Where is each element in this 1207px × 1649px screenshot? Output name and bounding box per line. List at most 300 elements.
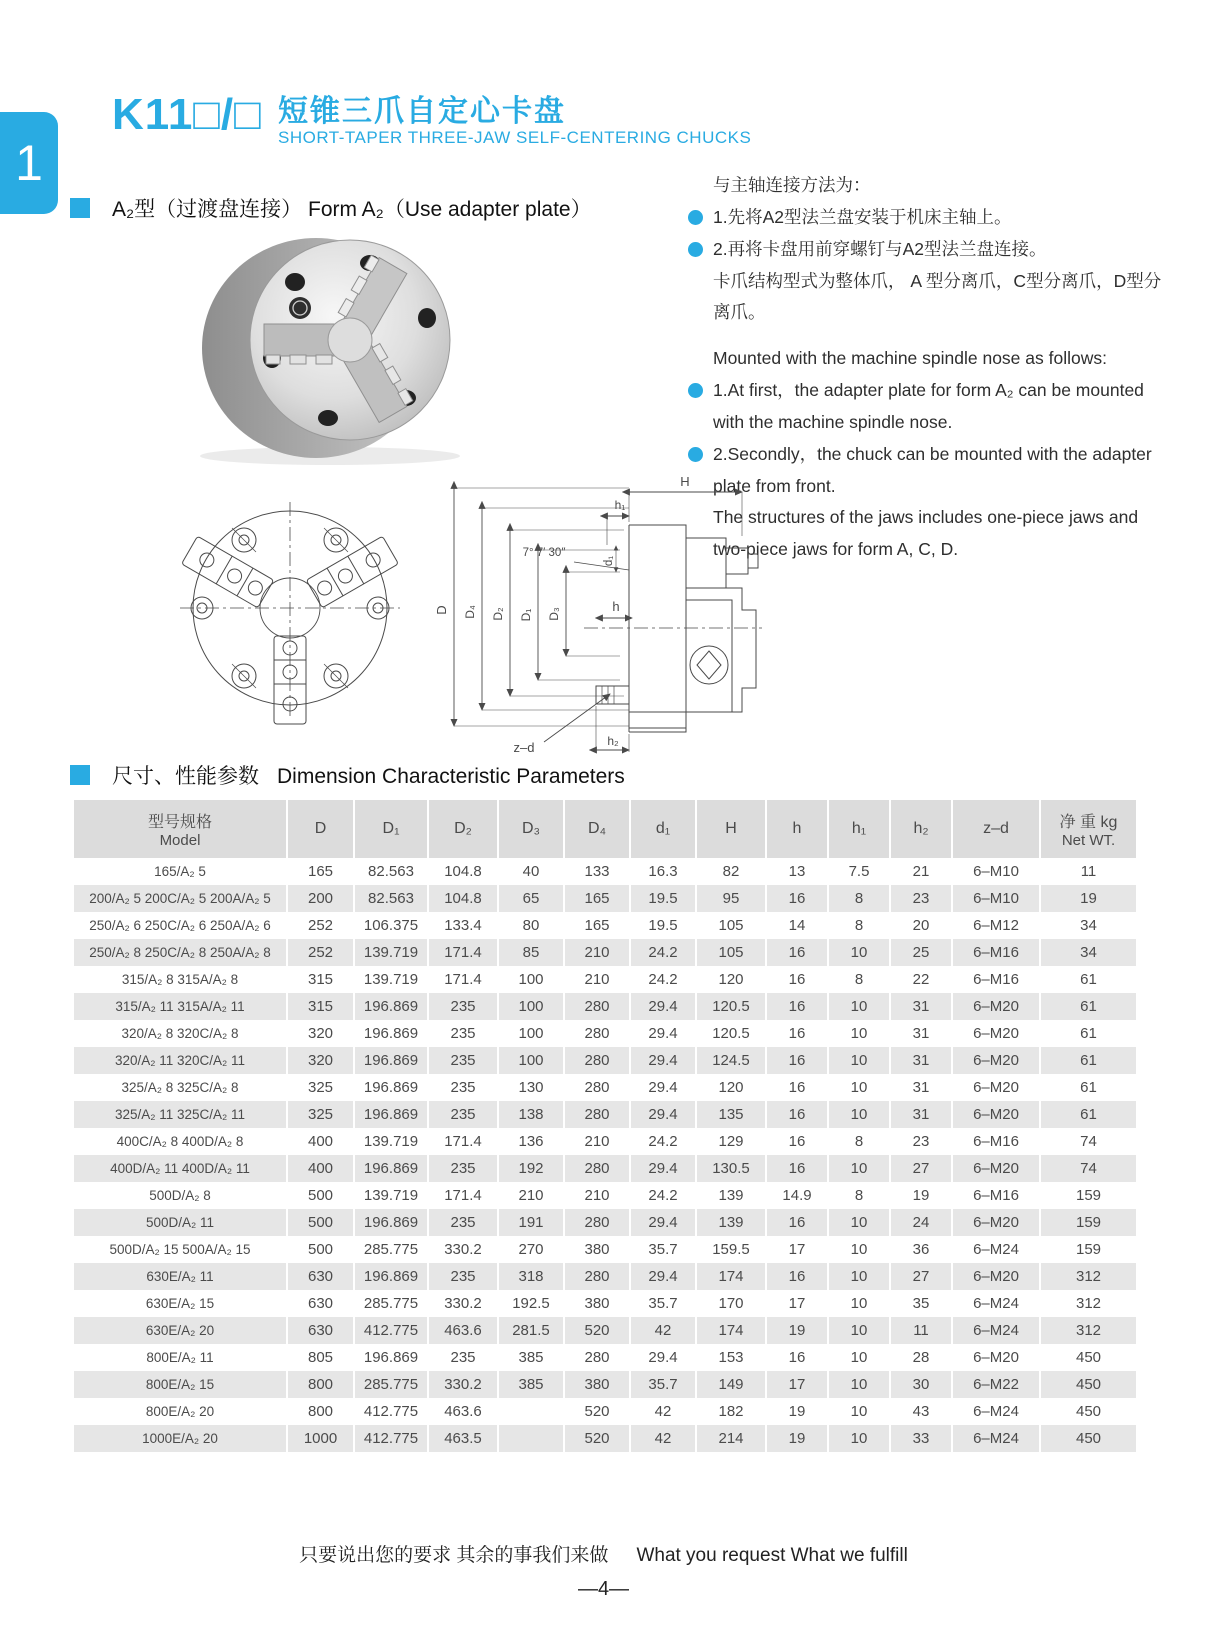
value-cell: 29.4 — [630, 1263, 696, 1290]
value-cell: 165 — [564, 885, 630, 912]
value-cell: 380 — [564, 1290, 630, 1317]
value-cell: 153 — [696, 1344, 766, 1371]
value-cell: 235 — [428, 1074, 498, 1101]
value-cell: 16 — [766, 1101, 828, 1128]
value-cell: 6–M20 — [952, 1074, 1040, 1101]
section-form-a2 — [70, 193, 592, 223]
value-cell: 450 — [1075, 1349, 1102, 1366]
col-10: z–d — [952, 800, 1040, 858]
value-cell: 463.6 — [428, 1317, 498, 1344]
dim-h: h — [612, 599, 620, 614]
value-cell: 30 — [890, 1371, 952, 1398]
value-cell: 120 — [696, 966, 766, 993]
value-cell: 35 — [890, 1290, 952, 1317]
value-cell: 19.5 — [630, 885, 696, 912]
value-cell: 159.5 — [696, 1236, 766, 1263]
value-cell: 29.4 — [630, 1344, 696, 1371]
dim-D3: D₃ — [547, 607, 561, 621]
table-row — [74, 1074, 1136, 1101]
value-cell: 325 — [287, 1101, 354, 1128]
col-6: H — [696, 800, 766, 858]
value-cell: 196.869 — [354, 1263, 428, 1290]
value-cell: 520 — [564, 1317, 630, 1344]
value-cell: 16 — [766, 1074, 828, 1101]
model-cell: 320/A₂ 8 320C/A₂ 8 — [74, 1020, 287, 1047]
value-cell: 400 — [287, 1155, 354, 1182]
value-cell: 280 — [564, 1344, 630, 1371]
value-cell: 74 — [1080, 1133, 1097, 1150]
value-cell: 23 — [890, 1128, 952, 1155]
value-cell: 34 — [1080, 917, 1097, 934]
front-view-drawing — [140, 468, 440, 742]
value-cell: 95 — [696, 885, 766, 912]
value-cell: 412.775 — [354, 1398, 428, 1425]
value-cell: 16 — [766, 1155, 828, 1182]
value-cell: 16 — [766, 993, 828, 1020]
value-cell: 200 — [287, 885, 354, 912]
value-cell: 139 — [696, 1182, 766, 1209]
value-cell: 129 — [696, 1128, 766, 1155]
value-cell: 17 — [766, 1371, 828, 1398]
col-weight-en: Net WT. — [1061, 832, 1116, 849]
value-cell: 23 — [890, 885, 952, 912]
value-cell: 35.7 — [630, 1371, 696, 1398]
col-weight-zh: 净 重 kg — [1059, 814, 1118, 831]
model-cell: 400C/A₂ 8 400D/A₂ 8 — [74, 1128, 287, 1155]
value-cell: 280 — [564, 1209, 630, 1236]
value-cell: 19 — [766, 1425, 828, 1452]
value-cell: 412.775 — [354, 1317, 428, 1344]
value-cell: 100 — [498, 1020, 564, 1047]
value-cell: 61 — [1080, 971, 1097, 988]
zh-steps — [688, 202, 1170, 266]
dim-D2: D₂ — [491, 607, 505, 621]
value-cell: 281.5 — [498, 1317, 564, 1344]
value-cell: 42 — [630, 1317, 696, 1344]
value-cell: 82.563 — [354, 858, 428, 885]
value-cell — [498, 1425, 564, 1452]
value-cell: 17 — [766, 1236, 828, 1263]
value-cell: 285.775 — [354, 1236, 428, 1263]
value-cell: 8 — [828, 912, 890, 939]
value-cell: 280 — [564, 993, 630, 1020]
value-cell: 192 — [498, 1155, 564, 1182]
value-cell: 315 — [287, 966, 354, 993]
value-cell: 139.719 — [354, 1182, 428, 1209]
col-0: D — [287, 800, 354, 858]
value-cell: 325 — [287, 1074, 354, 1101]
value-cell: 10 — [828, 1101, 890, 1128]
value-cell: 6–M16 — [952, 939, 1040, 966]
value-cell: 104.8 — [428, 858, 498, 885]
value-cell: 13 — [766, 858, 828, 885]
value-cell: 385 — [498, 1371, 564, 1398]
value-cell: 380 — [564, 1371, 630, 1398]
value-cell: 21 — [890, 858, 952, 885]
value-cell: 171.4 — [428, 1182, 498, 1209]
zh-note: 卡爪结构型式为整体爪， A 型分离爪，C型分离爪，D型分离爪。 — [713, 270, 1162, 323]
en-note: The structures of the jaws includes one-piece jaws and two-piece jaws for form A, C, D. — [713, 507, 1139, 560]
value-cell: 6–M24 — [952, 1236, 1040, 1263]
value-cell: 182 — [696, 1398, 766, 1425]
value-cell: 61 — [1080, 1106, 1097, 1123]
value-cell: 31 — [890, 1101, 952, 1128]
table-row — [74, 1020, 1136, 1047]
col-model-zh: 型号规格 — [147, 814, 212, 831]
value-cell: 214 — [696, 1425, 766, 1452]
value-cell: 17 — [766, 1290, 828, 1317]
value-cell: 42 — [630, 1425, 696, 1452]
value-cell: 7.5 — [828, 858, 890, 885]
value-cell: 318 — [498, 1263, 564, 1290]
value-cell: 10 — [828, 1425, 890, 1452]
value-cell: 192.5 — [498, 1290, 564, 1317]
dimension-table — [74, 800, 1136, 1452]
value-cell: 315 — [287, 993, 354, 1020]
value-cell: 630 — [287, 1290, 354, 1317]
value-cell: 10 — [828, 1263, 890, 1290]
value-cell: 10 — [828, 1317, 890, 1344]
table-row — [74, 1317, 1136, 1344]
value-cell: 19 — [1080, 890, 1097, 907]
value-cell: 312 — [1075, 1295, 1102, 1312]
value-cell: 191 — [498, 1209, 564, 1236]
value-cell: 19 — [766, 1398, 828, 1425]
footer-slogan-zh: 只要说出您的要求 其余的事我们来做 — [299, 1545, 609, 1566]
table-body — [74, 858, 1136, 1452]
value-cell: 6–M24 — [952, 1290, 1040, 1317]
dim-zd: z–d — [513, 740, 535, 755]
table-row — [74, 1155, 1136, 1182]
value-cell: 11 — [1080, 863, 1097, 880]
value-cell: 29.4 — [630, 1047, 696, 1074]
value-cell: 124.5 — [696, 1047, 766, 1074]
value-cell: 120.5 — [696, 993, 766, 1020]
value-cell: 10 — [828, 1290, 890, 1317]
value-cell: 285.775 — [354, 1371, 428, 1398]
value-cell: 61 — [1080, 1025, 1097, 1042]
value-cell: 100 — [498, 966, 564, 993]
value-cell: 520 — [564, 1398, 630, 1425]
value-cell: 171.4 — [428, 1128, 498, 1155]
value-cell: 210 — [564, 939, 630, 966]
value-cell: 16 — [766, 1263, 828, 1290]
value-cell: 74 — [1080, 1160, 1097, 1177]
value-cell: 6–M20 — [952, 1263, 1040, 1290]
chapter-tab — [0, 112, 58, 214]
value-cell: 270 — [498, 1236, 564, 1263]
col-7: h — [766, 800, 828, 858]
page-title-en: SHORT-TAPER THREE-JAW SELF-CENTERING CHUCKS — [278, 128, 752, 147]
value-cell: 463.5 — [428, 1425, 498, 1452]
value-cell: 6–M16 — [952, 1182, 1040, 1209]
table-row — [74, 1101, 1136, 1128]
table-row — [74, 1290, 1136, 1317]
value-cell: 31 — [890, 1020, 952, 1047]
value-cell: 65 — [498, 885, 564, 912]
value-cell: 165 — [564, 912, 630, 939]
page-number: —4— — [577, 1578, 630, 1600]
value-cell: 380 — [564, 1236, 630, 1263]
value-cell: 235 — [428, 993, 498, 1020]
model-cell: 320/A₂ 11 320C/A₂ 11 — [74, 1047, 287, 1074]
value-cell: 139 — [696, 1209, 766, 1236]
value-cell: 120 — [696, 1074, 766, 1101]
value-cell: 6–M20 — [952, 993, 1040, 1020]
value-cell: 235 — [428, 1209, 498, 1236]
value-cell: 27 — [890, 1155, 952, 1182]
model-cell: 315/A₂ 8 315A/A₂ 8 — [74, 966, 287, 993]
value-cell: 196.869 — [354, 1155, 428, 1182]
value-cell: 280 — [564, 1155, 630, 1182]
model-cell: 1000E/A₂ 20 — [74, 1425, 287, 1452]
value-cell: 61 — [1080, 1052, 1097, 1069]
col-8: h₁ — [828, 800, 890, 858]
value-cell — [498, 1398, 564, 1425]
value-cell: 42 — [630, 1398, 696, 1425]
cross-section-drawing — [424, 450, 776, 762]
value-cell: 196.869 — [354, 1020, 428, 1047]
value-cell: 6–M20 — [952, 1101, 1040, 1128]
table-row — [74, 1371, 1136, 1398]
value-cell: 14 — [766, 912, 828, 939]
value-cell: 24 — [890, 1209, 952, 1236]
value-cell: 10 — [828, 1074, 890, 1101]
value-cell: 400 — [287, 1128, 354, 1155]
dim-d1: d₁ — [603, 555, 615, 567]
col-2: D₂ — [428, 800, 498, 858]
value-cell: 139.719 — [354, 939, 428, 966]
value-cell: 31 — [890, 1047, 952, 1074]
value-cell: 16 — [766, 1047, 828, 1074]
col-model-en: Model — [159, 832, 201, 849]
value-cell: 280 — [564, 1047, 630, 1074]
value-cell: 34 — [1080, 944, 1097, 961]
value-cell: 159 — [1075, 1214, 1102, 1231]
model-cell: 800E/A₂ 11 — [74, 1344, 287, 1371]
value-cell: 252 — [287, 912, 354, 939]
value-cell: 16 — [766, 1020, 828, 1047]
table-row — [74, 939, 1136, 966]
table-row — [74, 1236, 1136, 1263]
value-cell: 16 — [766, 939, 828, 966]
value-cell: 280 — [564, 1263, 630, 1290]
table-row — [74, 1425, 1136, 1452]
footer-slogan — [0, 1540, 1207, 1567]
model-cell: 325/A₂ 11 325C/A₂ 11 — [74, 1101, 287, 1128]
value-cell: 29.4 — [630, 1155, 696, 1182]
value-cell: 285.775 — [354, 1290, 428, 1317]
value-cell: 500 — [287, 1182, 354, 1209]
dim-title-en: Dimension Characteristic Parameters — [277, 765, 625, 788]
dim-angle: 7° 7′ 30″ — [522, 547, 566, 559]
section-form-a2-title: A₂型（过渡盘连接） Form A₂（Use adapter plate） — [112, 198, 592, 221]
value-cell: 31 — [890, 1074, 952, 1101]
value-cell: 235 — [428, 1263, 498, 1290]
model-cell: 325/A₂ 8 325C/A₂ 8 — [74, 1074, 287, 1101]
value-cell: 171.4 — [428, 966, 498, 993]
dim-title-zh: 尺寸、性能参数 — [112, 765, 259, 788]
value-cell: 29.4 — [630, 1020, 696, 1047]
value-cell: 149 — [696, 1371, 766, 1398]
model-cell: 315/A₂ 11 315A/A₂ 11 — [74, 993, 287, 1020]
value-cell: 385 — [498, 1344, 564, 1371]
value-cell: 10 — [828, 1155, 890, 1182]
value-cell: 171.4 — [428, 939, 498, 966]
value-cell: 8 — [828, 966, 890, 993]
table-row — [74, 1344, 1136, 1371]
section-dimensions — [70, 760, 625, 790]
value-cell: 100 — [498, 1047, 564, 1074]
value-cell: 312 — [1075, 1322, 1102, 1339]
value-cell: 6–M20 — [952, 1047, 1040, 1074]
value-cell: 412.775 — [354, 1425, 428, 1452]
value-cell: 8 — [828, 1182, 890, 1209]
table-row — [74, 1398, 1136, 1425]
en-step-2: 2.Secondly，the chuck can be mounted with the adapter plate from front. — [688, 439, 1170, 503]
value-cell: 120.5 — [696, 1020, 766, 1047]
zh-step-1: 1.先将A2型法兰盘安装于机床主轴上。 — [688, 202, 1170, 234]
model-cell: 500D/A₂ 8 — [74, 1182, 287, 1209]
value-cell: 24.2 — [630, 966, 696, 993]
jaw-upper-left — [182, 536, 274, 608]
value-cell: 450 — [1075, 1376, 1102, 1393]
value-cell: 82.563 — [354, 885, 428, 912]
value-cell: 20 — [890, 912, 952, 939]
value-cell: 170 — [696, 1290, 766, 1317]
table-row — [74, 1047, 1136, 1074]
table-row — [74, 1128, 1136, 1155]
value-cell: 174 — [696, 1263, 766, 1290]
value-cell: 29.4 — [630, 1074, 696, 1101]
value-cell: 19 — [890, 1182, 952, 1209]
value-cell: 22 — [890, 966, 952, 993]
value-cell: 10 — [828, 1047, 890, 1074]
footer-slogan-en: What you request What we fulfill — [636, 1545, 908, 1566]
dimension-table-wrap — [74, 800, 1136, 1452]
value-cell: 235 — [428, 1020, 498, 1047]
value-cell: 196.869 — [354, 1344, 428, 1371]
dim-D4: D₄ — [463, 605, 477, 619]
value-cell: 196.869 — [354, 1074, 428, 1101]
value-cell: 196.869 — [354, 1101, 428, 1128]
value-cell: 800 — [287, 1371, 354, 1398]
value-cell: 43 — [890, 1398, 952, 1425]
value-cell: 6–M24 — [952, 1398, 1040, 1425]
model-cell: 165/A₂ 5 — [74, 858, 287, 885]
en-step-1: 1.At first，the adapter plate for form A₂ can be mounted with the machine spindle nose. — [688, 375, 1170, 439]
value-cell: 14.9 — [766, 1182, 828, 1209]
value-cell: 6–M10 — [952, 885, 1040, 912]
value-cell: 10 — [828, 1236, 890, 1263]
value-cell: 24.2 — [630, 1128, 696, 1155]
model-cell: 500D/A₂ 11 — [74, 1209, 287, 1236]
value-cell: 139.719 — [354, 966, 428, 993]
value-cell: 210 — [564, 966, 630, 993]
value-cell: 6–M20 — [952, 1155, 1040, 1182]
model-cell: 250/A₂ 8 250C/A₂ 8 250A/A₂ 8 — [74, 939, 287, 966]
dim-h2: h₂ — [607, 734, 619, 748]
col-model — [74, 800, 287, 858]
value-cell: 80 — [498, 912, 564, 939]
value-cell: 36 — [890, 1236, 952, 1263]
value-cell: 10 — [828, 993, 890, 1020]
value-cell: 8 — [828, 885, 890, 912]
value-cell: 35.7 — [630, 1236, 696, 1263]
value-cell: 159 — [1075, 1187, 1102, 1204]
value-cell: 31 — [890, 993, 952, 1020]
value-cell: 500 — [287, 1209, 354, 1236]
value-cell: 165 — [287, 858, 354, 885]
value-cell: 330.2 — [428, 1290, 498, 1317]
col-weight — [1040, 800, 1136, 858]
table-row — [74, 993, 1136, 1020]
value-cell: 28 — [890, 1344, 952, 1371]
value-cell: 159 — [1075, 1241, 1102, 1258]
value-cell: 280 — [564, 1101, 630, 1128]
value-cell: 280 — [564, 1074, 630, 1101]
value-cell: 40 — [498, 858, 564, 885]
value-cell: 235 — [428, 1155, 498, 1182]
value-cell: 6–M24 — [952, 1425, 1040, 1452]
value-cell: 16 — [766, 1209, 828, 1236]
table-row — [74, 912, 1136, 939]
value-cell: 19 — [766, 1317, 828, 1344]
model-cell: 200/A₂ 5 200C/A₂ 5 200A/A₂ 5 — [74, 885, 287, 912]
value-cell: 330.2 — [428, 1371, 498, 1398]
value-cell: 6–M20 — [952, 1209, 1040, 1236]
value-cell: 82 — [696, 858, 766, 885]
en-intro: Mounted with the machine spindle nose as follows: — [713, 348, 1107, 369]
value-cell: 16 — [766, 966, 828, 993]
value-cell: 500 — [287, 1236, 354, 1263]
value-cell: 16 — [766, 885, 828, 912]
value-cell: 138 — [498, 1101, 564, 1128]
value-cell: 235 — [428, 1344, 498, 1371]
section-bullet-icon — [70, 765, 90, 785]
value-cell: 8 — [828, 1128, 890, 1155]
model-cell: 800E/A₂ 15 — [74, 1371, 287, 1398]
value-cell: 6–M12 — [952, 912, 1040, 939]
zh-intro: 与主轴连接方法为： — [713, 175, 871, 195]
value-cell: 330.2 — [428, 1236, 498, 1263]
value-cell: 6–M16 — [952, 1128, 1040, 1155]
value-cell: 6–M24 — [952, 1317, 1040, 1344]
product-code: K11□/□ — [112, 90, 262, 139]
value-cell: 11 — [890, 1317, 952, 1344]
value-cell: 800 — [287, 1398, 354, 1425]
value-cell: 450 — [1075, 1403, 1102, 1420]
value-cell: 24.2 — [630, 1182, 696, 1209]
value-cell: 10 — [828, 1371, 890, 1398]
section-bullet-icon — [70, 198, 90, 218]
value-cell: 25 — [890, 939, 952, 966]
value-cell: 196.869 — [354, 1047, 428, 1074]
chapter-number: 1 — [15, 135, 43, 191]
model-cell: 500D/A₂ 15 500A/A₂ 15 — [74, 1236, 287, 1263]
value-cell: 6–M16 — [952, 966, 1040, 993]
dim-h1: h₁ — [614, 498, 626, 512]
model-cell: 800E/A₂ 20 — [74, 1398, 287, 1425]
value-cell: 16.3 — [630, 858, 696, 885]
value-cell: 130 — [498, 1074, 564, 1101]
value-cell: 19.5 — [630, 912, 696, 939]
value-cell: 210 — [564, 1128, 630, 1155]
value-cell: 6–M20 — [952, 1344, 1040, 1371]
value-cell: 29.4 — [630, 1209, 696, 1236]
value-cell: 630 — [287, 1263, 354, 1290]
model-cell: 630E/A₂ 15 — [74, 1290, 287, 1317]
